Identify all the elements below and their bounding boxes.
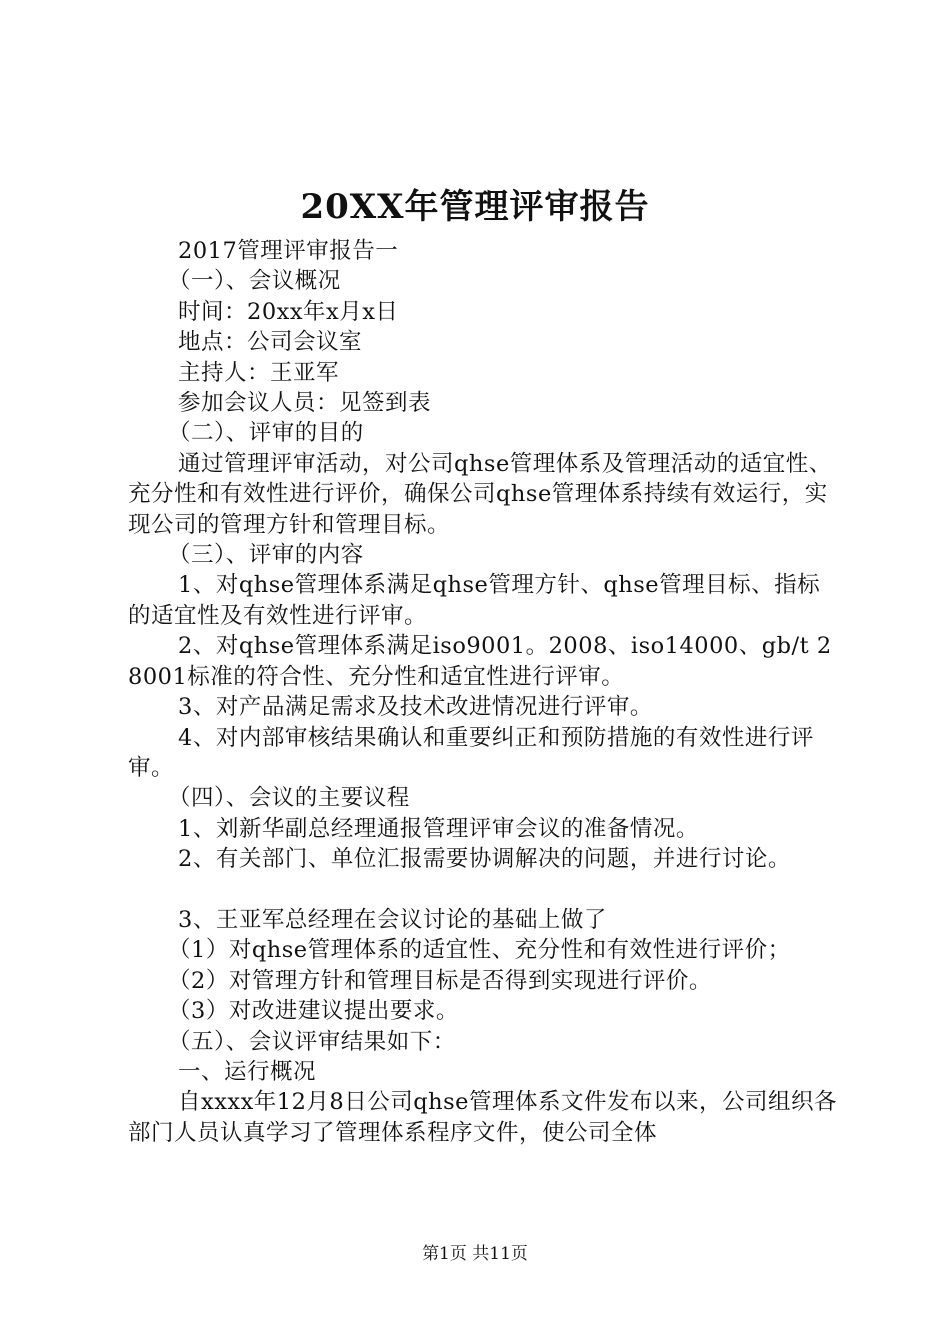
paragraph: 4、对内部审核结果确认和重要纠正和预防措施的有效性进行评审。 [128, 724, 814, 781]
paragraph: 1、刘新华副总经理通报管理评审会议的准备情况。 [178, 815, 699, 842]
paragraph: 时间：20xx年x月x日 [178, 298, 399, 325]
section-heading: （二）、评审的目的 [168, 420, 364, 447]
blank-line [128, 875, 840, 905]
paragraph: （2）对管理方针和管理目标是否得到实现进行评价。 [168, 967, 712, 994]
paragraph: 自xxxx年12月8日公司qhse管理体系文件发布以来，公司组织各部门人员认真学习了管理体系程序文件，使公司全体 [128, 1089, 837, 1146]
section-heading: （一）、会议概况 [168, 268, 341, 295]
paragraph: （1）对qhse管理体系的适宜性、充分性和有效性进行评价； [168, 937, 791, 964]
section-heading: 一、运行概况 [178, 1058, 317, 1085]
page-footer: 第1页 共11页 [422, 1244, 528, 1264]
document-body [128, 236, 840, 1148]
paragraph: 1、对qhse管理体系满足qhse管理方针、qhse管理目标、指标的适宜性及有效性进行评审。 [128, 572, 821, 629]
section-heading: （三）、评审的内容 [168, 542, 364, 569]
paragraph: 主持人：王亚军 [178, 359, 340, 386]
document-title: 20XX年管理评审报告 [300, 187, 650, 227]
paragraph: 3、对产品满足需求及技术改进情况进行评审。 [178, 694, 653, 721]
paragraph: 2017管理评审报告一 [178, 238, 399, 264]
paragraph: 2、对qhse管理体系满足iso9001。2008、iso14000、gb/t 28001标准的符合性、充分性和适宜性进行评审。 [128, 633, 832, 690]
section-heading: （四）、会议的主要议程 [168, 785, 410, 812]
paragraph: 通过管理评审活动，对公司qhse管理体系及管理活动的适宜性、充分性和有效性进行评价，确保公司qhse管理体系持续有效运行，实现公司的管理方针和管理目标。 [128, 450, 832, 538]
paragraph: 参加会议人员：见签到表 [178, 390, 432, 417]
paragraph: （3）对改进建议提出要求。 [168, 998, 459, 1025]
paragraph: 3、王亚军总经理在会议讨论的基础上做了 [178, 906, 607, 933]
paragraph: 地点：公司会议室 [178, 329, 363, 356]
paragraph: 2、有关部门、单位汇报需要协调解决的问题，并进行讨论。 [178, 846, 791, 873]
section-heading: （五）、会议评审结果如下： [168, 1028, 456, 1055]
